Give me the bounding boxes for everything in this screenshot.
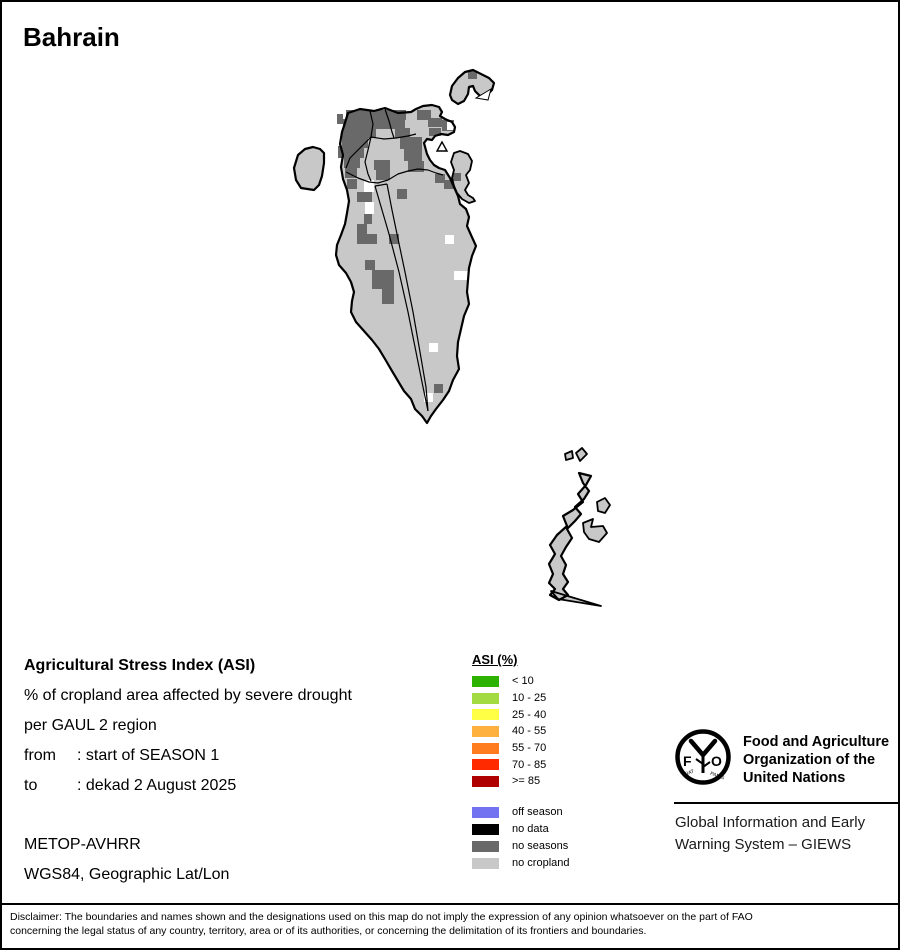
legend-swatch — [472, 743, 499, 754]
legend-swatch — [472, 726, 499, 737]
fao-logo-letter-f: F — [683, 753, 692, 769]
bahrain-map — [2, 2, 900, 950]
legend-swatch — [472, 759, 499, 770]
legend-label: 55 - 70 — [512, 742, 547, 755]
to-label: to — [24, 777, 38, 794]
legend-swatch — [472, 709, 499, 720]
legend-row — [472, 756, 570, 773]
legend-title: ASI (%) — [472, 652, 518, 667]
legend-swatch — [472, 693, 499, 704]
page-title: Bahrain — [23, 22, 120, 52]
legend-label: 70 - 85 — [512, 758, 547, 771]
from-label: from — [24, 747, 56, 764]
giews-line: Warning System – GIEWS — [675, 836, 852, 853]
legend-label: 10 - 25 — [512, 692, 547, 705]
disclaimer-divider — [2, 903, 898, 905]
legend-label: 25 - 40 — [512, 708, 547, 721]
fao-logo-motto-right: PANIS — [709, 770, 726, 782]
projection-name: WGS84, Geographic Lat/Lon — [24, 866, 230, 883]
legend-row — [472, 838, 570, 855]
legend-row — [472, 706, 570, 723]
legend-label: no data — [512, 823, 549, 836]
legend-row — [472, 773, 570, 790]
asi-line1: % of cropland area affected by severe drought — [24, 687, 352, 704]
sensor-name: METOP-AVHRR — [24, 836, 141, 853]
legend-row — [472, 855, 570, 872]
legend-swatch — [472, 858, 499, 869]
triangle-marker — [437, 142, 447, 151]
legend-extra-classes — [472, 804, 570, 872]
legend-row — [472, 723, 570, 740]
legend-swatch — [472, 776, 499, 787]
legend-swatch — [472, 824, 499, 835]
legend-row — [472, 804, 570, 821]
legend-label: < 10 — [512, 675, 534, 688]
legend-classes — [472, 673, 570, 790]
legend-row — [472, 740, 570, 757]
asi-line2: per GAUL 2 region — [24, 717, 157, 734]
giews-line: Global Information and Early — [675, 814, 866, 831]
asi-legend — [472, 652, 570, 872]
legend-label: off season — [512, 806, 563, 819]
from-value: : start of SEASON 1 — [77, 747, 220, 764]
legend-label: 40 - 55 — [512, 725, 547, 738]
giews-label — [675, 812, 865, 856]
disclaimer-line: Disclaimer: The boundaries and names shown and the designations used on this map do not imply the expression of any opinion whatsoever on the part of FAO — [10, 911, 753, 923]
fao-org-name — [743, 728, 889, 787]
fao-logo-letter-o: O — [711, 753, 722, 769]
legend-row — [472, 821, 570, 838]
legend-label: >= 85 — [512, 775, 541, 788]
disclaimer-line: concerning the legal status of any country, territory, area or of its authorities, or concerning the delimitation of its frontiers and boundaries. — [10, 924, 647, 937]
legend-swatch — [472, 841, 499, 852]
legend-label: no seasons — [512, 840, 569, 853]
legend-row — [472, 673, 570, 690]
fao-logo-motto-left: FIAT — [683, 768, 696, 778]
legend-swatch — [472, 676, 499, 687]
legend-label: no cropland — [512, 857, 570, 870]
hawar-tail-coast — [551, 591, 601, 606]
asi-from-row — [24, 741, 352, 771]
disclaimer-text — [10, 911, 894, 938]
fao-block — [674, 728, 900, 787]
to-value: : dekad 2 August 2025 — [77, 777, 237, 794]
legend-row — [472, 690, 570, 707]
fao-org-line: Food and Agriculture — [743, 734, 890, 750]
sensor-block — [24, 830, 229, 890]
fao-logo-icon — [674, 728, 732, 786]
legend-swatch — [472, 807, 499, 818]
asi-description-block — [24, 651, 352, 801]
fao-org-line: Organization of the — [743, 752, 876, 768]
fao-org-line: United Nations — [743, 770, 846, 786]
asi-to-row — [24, 771, 352, 801]
fao-divider — [674, 802, 900, 804]
asi-heading: Agricultural Stress Index (ASI) — [24, 657, 256, 674]
